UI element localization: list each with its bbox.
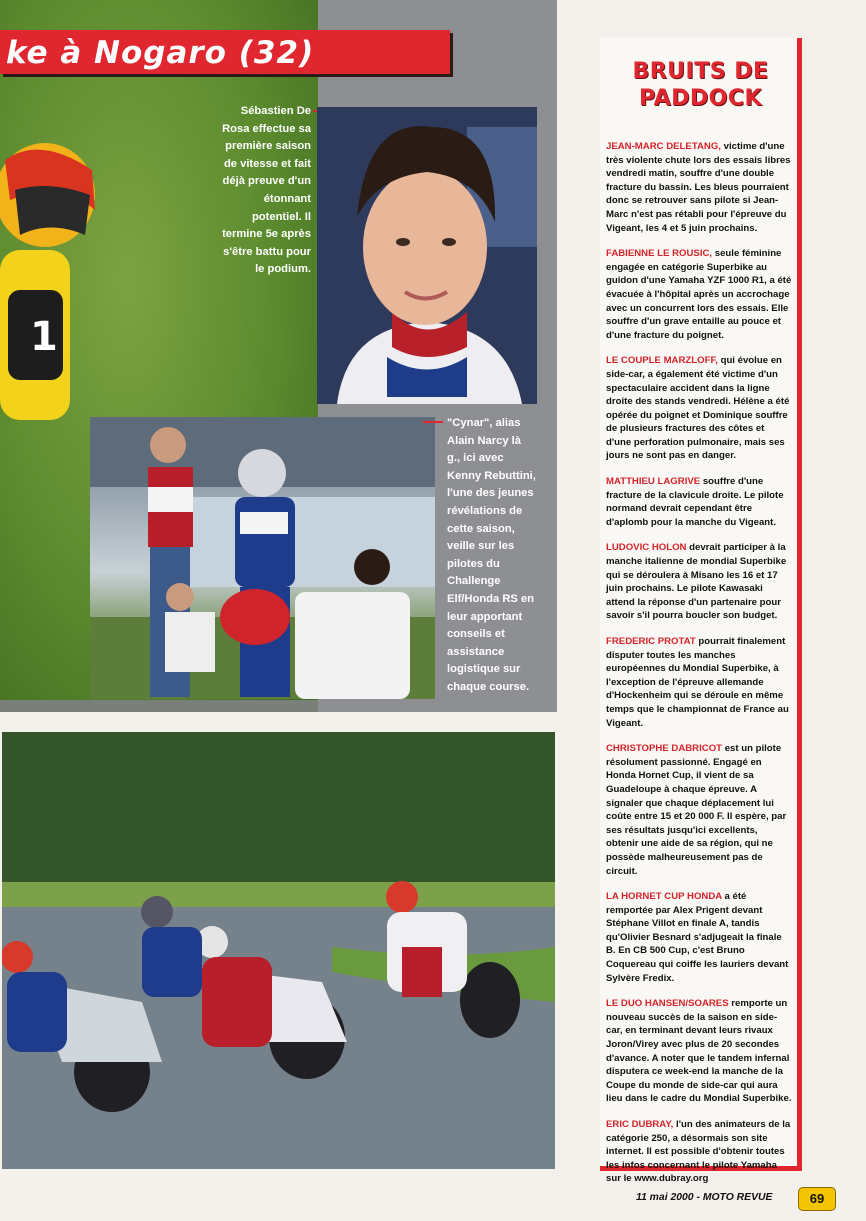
news-item-text: remporte un nouveau succès de la saison en side-car, en terminant devant leurs rivaux Joron/Virey avec plus de 20 secondes d'avance. A noter que le tandem infernal disputera ce week-end la manche de la Coupe du monde de side-car qui aura lieu dans le cadre du Mondial Superbike.	[606, 998, 792, 1105]
sidebar-title: BRUITS DE PADDOCK	[632, 59, 769, 111]
news-item-text: qui évolue en side-car, a également été victime d'un spectaculaire accident dans la ligne droite des stands vendredi. Hélène a été opérée du poignet et Dominique souffre de plusieurs fractures des côtes et d'une perforation pulmonaire, mais ses jours ne sont pas en danger.	[606, 355, 790, 462]
team-photo-caption: "Cynar", alias Alain Narcy là g., ici avec Kenny Rebuttini, l'une des jeunes révélations de cette saison, veille sur les pilotes du Challenge Elf/Honda RS en leur apportant conseils et assistance logistique sur chaque course.	[447, 417, 536, 693]
news-item-text: est un pilote résolument passionné. Engagé en Honda Hornet Cup, il vient de sa Guadeloupe à chaque épreuve. A signaler que chaque déplacement lui coûte entre 15 et 20 000 F. Il espère, par ses résultats jusqu'ici excellents, obtenir une aide de sa région, qui ne possède malheureusement pas de circuit.	[606, 743, 787, 877]
news-item-name: ERIC DUBRAY,	[606, 1119, 674, 1130]
news-item	[606, 354, 792, 463]
news-item	[606, 247, 792, 342]
news-item-text: devrait participer à la manche italienne de mondial Superbike qui se déroulera à Misano les 16 et 17 juin prochains. Le pilote Kawasaki attend la réponse d'un partenaire pour savoir s'il pourra boucler son budget.	[606, 542, 787, 622]
news-item	[606, 997, 792, 1106]
news-item-text: seule féminine engagée en catégorie Superbike au guidon d'une Yamaha YZF 1000 R1, a été évacuée à l'hôpital après un accrochage avec un concurrent lors des essais. Elle souffre d'un grave entaille au pouce et d'une fracture du poignet.	[606, 248, 792, 341]
news-item-text: pourrait finalement disputer toutes les manches européennes du Mondial Superbike, à l'exception de l'épreuve allemande d'Hockenheim qui se déroule en même temps que le championnat de France au Vigeant.	[606, 636, 789, 729]
caption-arrow	[423, 421, 443, 423]
news-item	[606, 742, 792, 878]
news-item-text: a été remportée par Alex Prigent devant Stéphane Villot en finale A, tandis qu'Olivier Besnard s'adjugeait la finale B. En CB 500 Cup, c'est Bruno Coquereau qui coiffe les lauriers devant Sylvère Fredix.	[606, 891, 789, 984]
news-item	[606, 635, 792, 730]
page-number-badge: 69	[798, 1187, 836, 1211]
article-title: ke à Nogaro (32)	[6, 35, 315, 71]
news-item-name: JEAN-MARC DELETANG,	[606, 141, 721, 152]
news-item-name: CHRISTOPHE DABRICOT	[606, 743, 723, 755]
news-item-name: FREDERIC PROTAT	[606, 636, 696, 647]
news-item-name: LA HORNET CUP HONDA	[606, 891, 722, 903]
news-item	[606, 541, 792, 623]
team-photo	[90, 417, 435, 699]
paddock-news-list	[606, 140, 792, 1198]
news-item-text: l'un des animateurs de la catégorie 250, a désormais son site internet. Il est possible d'obtenir toutes les infos concernant le pilote Yamaha sur le www.dubray.org	[606, 1119, 791, 1185]
news-item-text: victime d'une très violente chute lors des essais libres vendredi matin, souffre d'une double fracture du bassin. Les bleus pourraient donc se retrouver sans pilote si Jean-Marc n'est pas rétabli pour l'épreuve du Vigeant, les 4 et 5 juin prochains.	[606, 141, 791, 234]
news-item-text: souffre d'une fracture de la clavicule droite. Le pilote normand devrait cependant être d'aplomb pour la manche du Vigeant.	[606, 476, 784, 528]
portrait-caption: Sébastien De Rosa effectue sa première saison de vitesse et fait déjà preuve d'un étonnant potentiel. Il termine 5e après s'être battu pour le podium.	[222, 105, 311, 276]
news-item	[606, 140, 792, 235]
news-item-name: LE DUO HANSEN/SOARES	[606, 998, 729, 1010]
news-item	[606, 1118, 792, 1186]
news-item-name: LE COUPLE MARZLOFF,	[606, 355, 718, 367]
news-item-name: MATTHIEU LAGRIVE	[606, 476, 701, 488]
portrait-photo	[317, 107, 537, 404]
rider-helmet-photo	[0, 140, 100, 430]
news-item	[606, 890, 792, 985]
footer-date-magazine: 11 mai 2000 - MOTO REVUE	[636, 1192, 773, 1203]
news-item-name: FABIENNE LE ROUSIC,	[606, 248, 713, 260]
svg-text:1: 1	[30, 314, 58, 360]
news-item	[606, 475, 792, 529]
race-photo	[2, 732, 555, 1169]
news-item-name: LUDOVIC HOLON	[606, 542, 687, 554]
